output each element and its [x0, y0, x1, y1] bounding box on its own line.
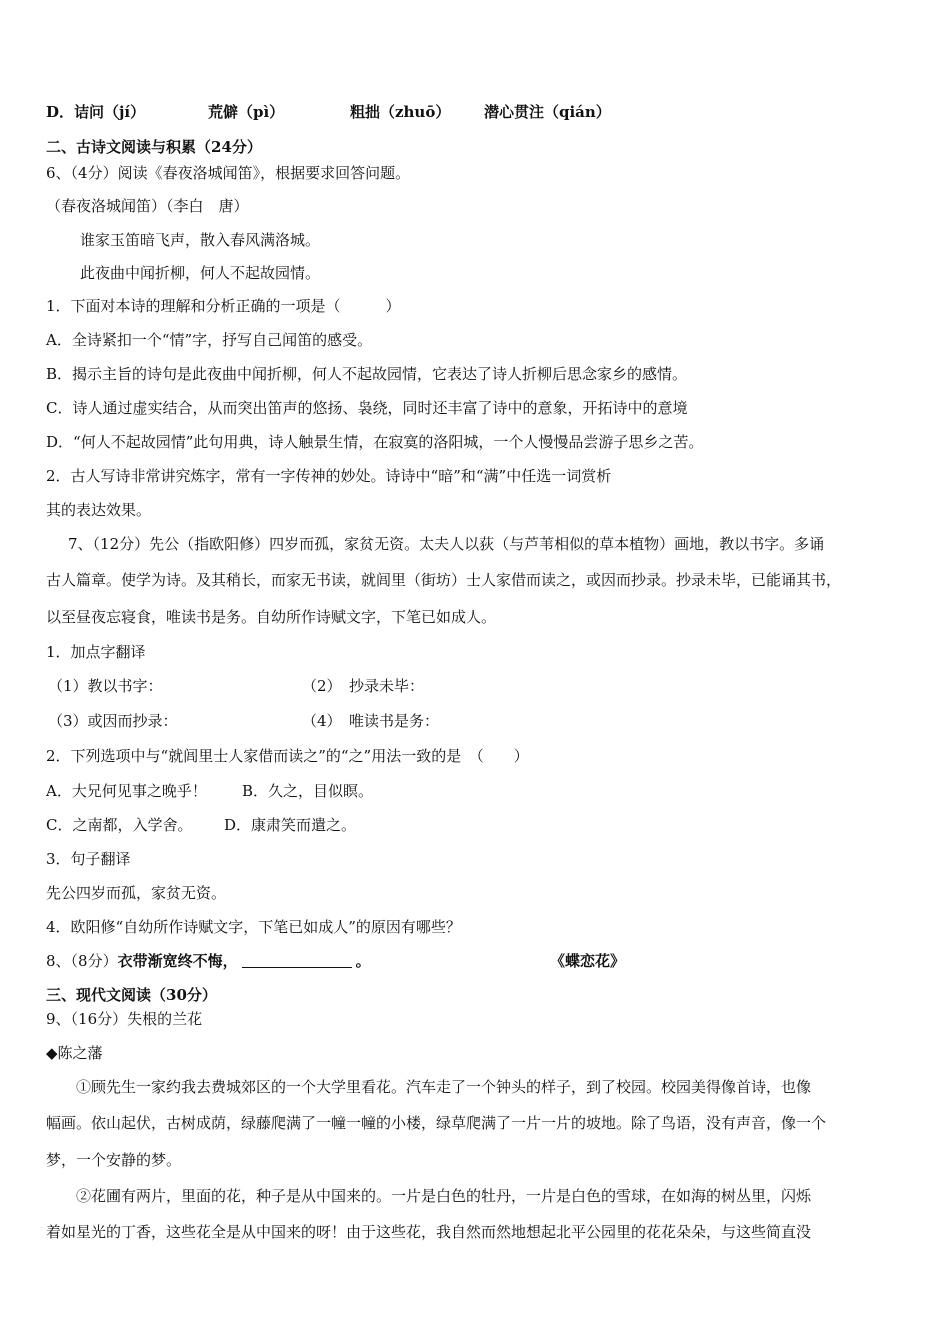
q6-question2-line2: 其的表达效果。 — [46, 501, 152, 519]
q9-p1-line1: ①顾先生一家约我去费城郊区的一个大学里看花。汽车走了一个钟头的样子，到了校园。校园美得像首诗，也像 — [76, 1078, 812, 1096]
q8-line — [46, 951, 371, 971]
q6-option-d: D．“何人不起故园情”此句用典，诗人触景生情，在寂寞的洛阳城，一个人慢慢品尝游子思乡之苦。 — [46, 433, 704, 451]
q6-option-b: B．揭示主旨的诗句是此夜曲中闻折柳，何人不起故园情，它表达了诗人折柳后思念家乡的感情。 — [46, 365, 688, 383]
q7-passage-line2: 古人篇章。使学为诗。及其稍长，而家无书读，就闾里（街坊）士人家借而读之，或因而抄录。抄录未毕，已能诵其书， — [46, 571, 842, 589]
q7-item4: （4） 唯读书是务： — [302, 712, 440, 730]
q7-option-a: A．大兄何见事之晚乎！ — [46, 782, 207, 800]
q8-text: 衣带渐宽终不悔， — [117, 952, 238, 970]
q5-option-d-label: D．诘问（jí） — [46, 103, 146, 121]
q7-item3: （3）或因而抄录： — [48, 712, 178, 730]
q5-option-d-word2: 荒僻（pì） — [208, 103, 285, 121]
q7-question4: 4．欧阳修“自幼所作诗赋文字，下笔已如成人”的原因有哪些？ — [46, 918, 461, 936]
q6-question1: 1．下面对本诗的理解和分析正确的一项是（ ） — [46, 297, 401, 315]
q8-answer-blank[interactable] — [242, 953, 352, 968]
q9-p1-line2: 幅画。依山起伏，古树成荫，绿藤爬满了一幢一幢的小楼，绿草爬满了一片一片的坡地。除了鸟语，没有声音，像一个 — [46, 1114, 827, 1132]
q9-p1-line3: 梦，一个安静的梦。 — [46, 1151, 182, 1169]
q9-intro: 9、（16分）失根的兰花 — [46, 1010, 203, 1028]
q6-question2-line1: 2．古人写诗非常讲究炼字，常有一字传神的妙处。诗诗中“暗”和“满”中任选一词赏析 — [46, 467, 612, 485]
q9-p2-line1: ②花圃有两片，里面的花，种子是从中国来的。一片是白色的牡丹，一片是白色的雪球，在如海的树丛里，闪烁 — [76, 1187, 812, 1205]
q6-poem-title: （春夜洛城闻笛）（李白 唐） — [46, 197, 249, 215]
section2-title: 二、古诗文阅读与积累（24分） — [46, 138, 262, 156]
q8-prefix: 8、（8分） — [46, 952, 118, 970]
q7-sentence: 先公四岁而孤，家贫无资。 — [46, 884, 227, 902]
q6-poem-line2: 此夜曲中闻折柳，何人不起故园情。 — [80, 264, 321, 282]
q5-option-d-word3: 粗拙（zhuō） — [350, 103, 451, 121]
q9-p2-line2: 着如星光的丁香，这些花全是从中国来的呀！由于这些花，我自然而然地想起北平公园里的花花朵朵，与这些简直没 — [46, 1223, 812, 1241]
q6-poem-line1: 谁家玉笛暗飞声，散入春风满洛城。 — [80, 231, 321, 249]
section3-title: 三、现代文阅读（30分） — [46, 986, 217, 1004]
q7-option-c: C．之南都，入学舍。 — [46, 816, 193, 834]
q5-option-d-word4: 潜心贯注（qián） — [484, 103, 611, 121]
q6-option-a: A．全诗紧扣一个“情”字，抒写自己闻笛的感受。 — [46, 331, 373, 349]
q7-question1: 1．加点字翻译 — [46, 643, 146, 661]
q6-intro: 6、（4分）阅读《春夜洛城闻笛》，根据要求回答问题。 — [46, 164, 411, 182]
q7-item2: （2） 抄录未毕： — [302, 677, 425, 695]
q9-author: ◆陈之藩 — [46, 1044, 103, 1062]
q7-option-b: B．久之，目似瞑。 — [242, 782, 374, 800]
q8-end: 。 — [355, 952, 371, 970]
q7-question2: 2．下列选项中与“就闾里士人家借而读之”的“之”用法一致的是 （ ） — [46, 747, 529, 765]
q7-passage-line1: 7、（12分）先公（指欧阳修）四岁而孤，家贫无资。太夫人以荻（与芦苇相似的草本植物）画地，教以书字。多诵 — [68, 535, 825, 553]
q7-option-d: D．康肃笑而遣之。 — [224, 816, 357, 834]
q8-source: 《蝶恋花》 — [550, 952, 626, 970]
q7-question3: 3．句子翻译 — [46, 850, 131, 868]
q7-item1: （1）教以书字： — [48, 677, 163, 695]
q7-passage-line3: 以至昼夜忘寝食，唯读书是务。自幼所作诗赋文字，下笔已如成人。 — [46, 608, 497, 626]
q6-option-c: C．诗人通过虚实结合，从而突出笛声的悠扬、袅绕，同时还丰富了诗中的意象，开拓诗中的意境 — [46, 399, 688, 417]
